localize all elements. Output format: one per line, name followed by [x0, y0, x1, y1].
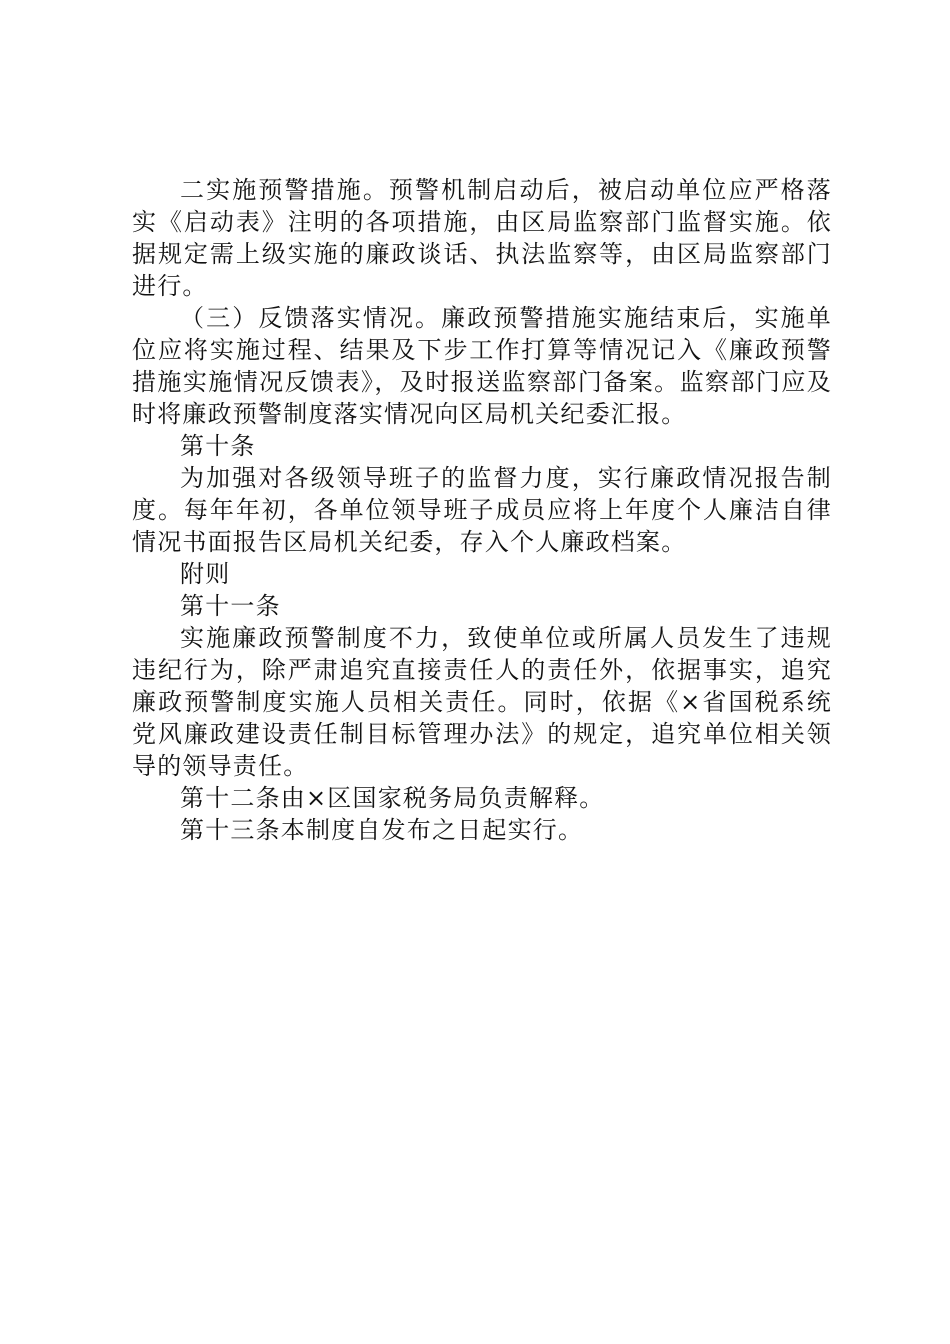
article-eleven-heading: 第十一条	[180, 592, 281, 620]
article-ten-heading: 第十条	[180, 432, 256, 460]
paragraph-warning-measures: 二实施预警措施。预警机制启动后，被启动单位应严格落实《启动表》注明的各项措施，由区局监察部门监督实施。依据规定需上级实施的廉政谈话、执法监察等，由区局监察部门进行。	[132, 176, 832, 300]
article-thirteen: 第十三条本制度自发布之日起实行。	[180, 816, 584, 844]
supplementary-provisions-heading: 附则	[180, 560, 231, 588]
paragraph-article-ten: 为加强对各级领导班子的监督力度，实行廉政情况报告制度。每年年初，各单位领导班子成员应将上年度个人廉洁自律情况书面报告区局机关纪委，存入个人廉政档案。	[132, 464, 832, 556]
paragraph-article-eleven: 实施廉政预警制度不力，致使单位或所属人员发生了违规违纪行为，除严肃追究直接责任人的责任外，依据事实，追究廉政预警制度实施人员相关责任。同时，依据《×省国税系统党风廉政建设责任制目标管理办法》的规定，追究单位相关领导的领导责任。	[132, 624, 832, 780]
document-body	[132, 174, 832, 846]
article-twelve: 第十二条由×区国家税务局负责解释。	[180, 784, 605, 812]
paragraph-feedback: （三）反馈落实情况。廉政预警措施实施结束后，实施单位应将实施过程、结果及下步工作打算等情况记入《廉政预警措施实施情况反馈表》，及时报送监察部门备案。监察部门应及时将廉政预警制度落实情况向区局机关纪委汇报。	[132, 304, 832, 428]
